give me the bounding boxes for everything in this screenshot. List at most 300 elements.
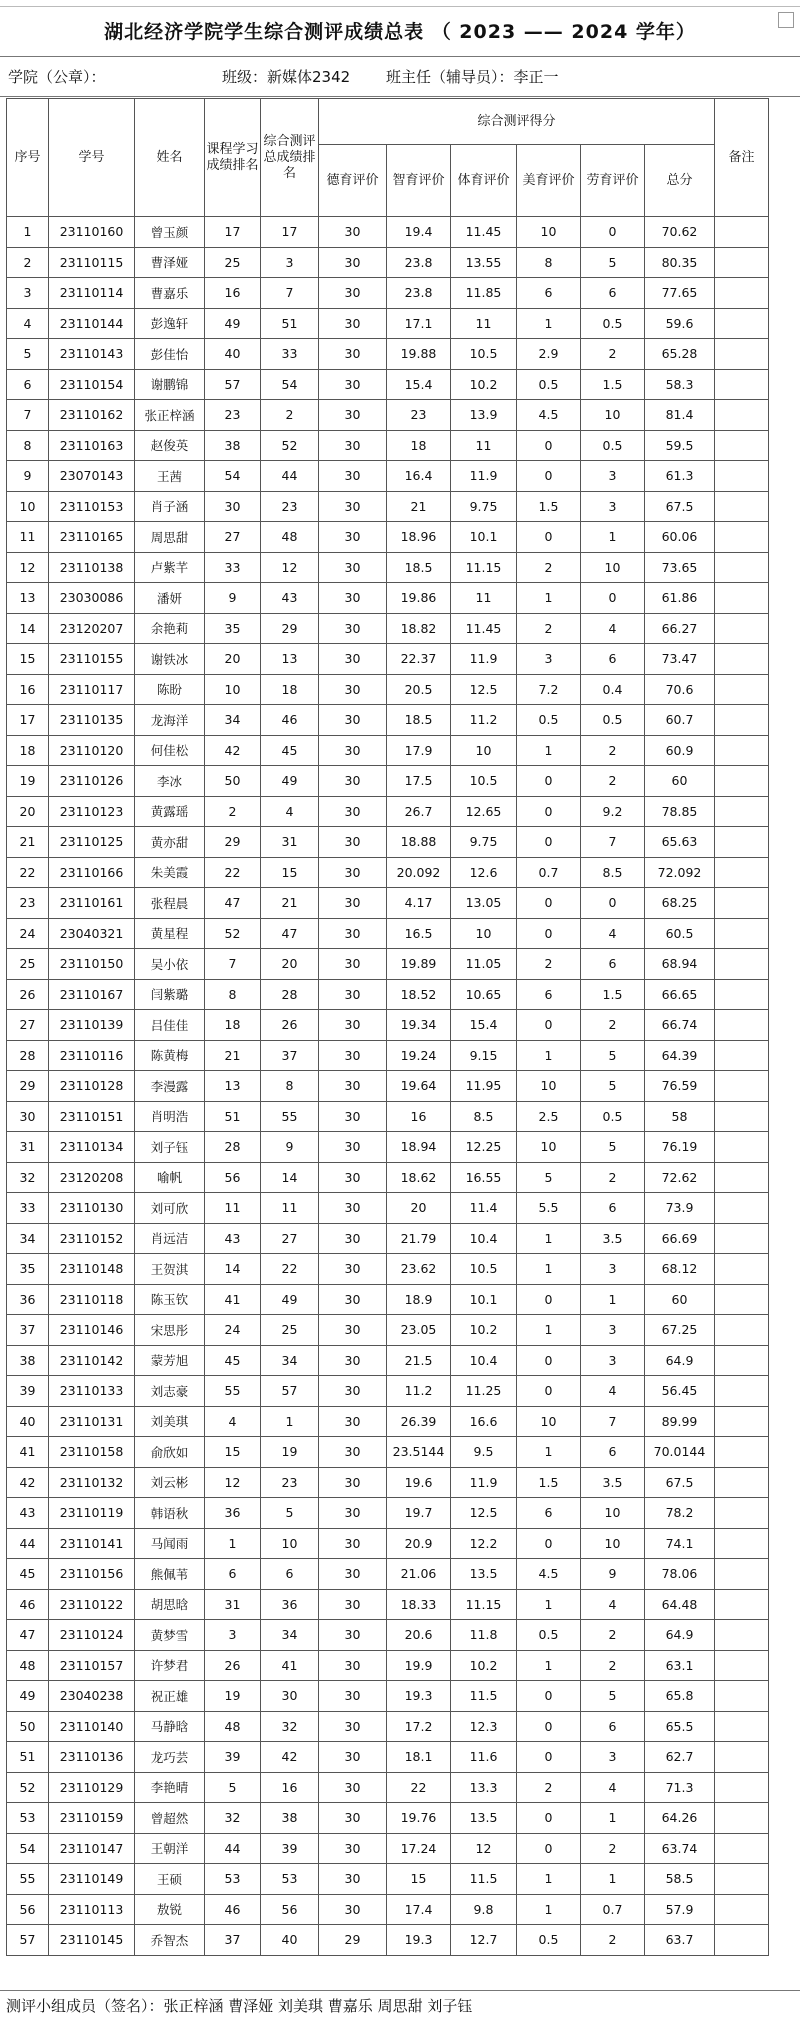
table-row	[7, 1711, 769, 1742]
cell-remark	[715, 949, 769, 980]
cell-name: 李艳晴	[135, 1772, 205, 1803]
cell-aesthetic-score: 0.7	[517, 857, 581, 888]
table-row	[7, 949, 769, 980]
cell-remark	[715, 461, 769, 492]
cell-physical-score: 12.25	[451, 1132, 517, 1163]
cell-remark	[715, 888, 769, 919]
cell-name: 陈玉钦	[135, 1284, 205, 1315]
cell-name: 张正梓涵	[135, 400, 205, 431]
table-row	[7, 705, 769, 736]
cell-student-id: 23120207	[49, 613, 135, 644]
cell-remark	[715, 1589, 769, 1620]
cell-seq: 10	[7, 491, 49, 522]
cell-student-id: 23110162	[49, 400, 135, 431]
cell-total-score: 81.4	[645, 400, 715, 431]
cell-name: 刘云彬	[135, 1467, 205, 1498]
table-header	[7, 99, 769, 217]
table-row	[7, 1803, 769, 1834]
cell-physical-score: 11	[451, 308, 517, 339]
cell-course-rank: 57	[205, 369, 261, 400]
cell-total-score: 65.5	[645, 1711, 715, 1742]
cell-name: 何佳松	[135, 735, 205, 766]
cell-moral-score: 30	[319, 278, 387, 309]
cell-labor-score: 4	[581, 613, 645, 644]
cell-overall-rank: 17	[261, 217, 319, 248]
cell-aesthetic-score: 3	[517, 644, 581, 675]
cell-course-rank: 34	[205, 705, 261, 736]
cell-intellect-score: 18.62	[387, 1162, 451, 1193]
cell-intellect-score: 23	[387, 400, 451, 431]
cell-overall-rank: 14	[261, 1162, 319, 1193]
cell-aesthetic-score: 10	[517, 1406, 581, 1437]
cell-course-rank: 35	[205, 613, 261, 644]
cell-name: 陈盼	[135, 674, 205, 705]
cell-remark	[715, 1101, 769, 1132]
cell-student-id: 23110160	[49, 217, 135, 248]
cell-remark	[715, 1345, 769, 1376]
cell-moral-score: 30	[319, 705, 387, 736]
cell-course-rank: 42	[205, 735, 261, 766]
cell-aesthetic-score: 0	[517, 1010, 581, 1041]
cell-student-id: 23110136	[49, 1742, 135, 1773]
table-row	[7, 1132, 769, 1163]
cell-student-id: 23110129	[49, 1772, 135, 1803]
cell-course-rank: 17	[205, 217, 261, 248]
cell-total-score: 58.3	[645, 369, 715, 400]
cell-remark	[715, 1406, 769, 1437]
cell-moral-score: 30	[319, 1193, 387, 1224]
cell-remark	[715, 1742, 769, 1773]
cell-physical-score: 10.5	[451, 766, 517, 797]
cell-labor-score: 2	[581, 766, 645, 797]
cell-total-score: 61.3	[645, 461, 715, 492]
cell-labor-score: 6	[581, 278, 645, 309]
advisor-label: 班主任（辅导员）：李正一	[386, 68, 559, 86]
cell-course-rank: 20	[205, 644, 261, 675]
cell-student-id: 23110147	[49, 1833, 135, 1864]
cell-total-score: 57.9	[645, 1894, 715, 1925]
cell-moral-score: 30	[319, 1071, 387, 1102]
cell-aesthetic-score: 7.2	[517, 674, 581, 705]
cell-name: 乔智杰	[135, 1925, 205, 1956]
cell-student-id: 23110166	[49, 857, 135, 888]
cell-intellect-score: 19.34	[387, 1010, 451, 1041]
cell-overall-rank: 7	[261, 278, 319, 309]
cell-total-score: 60.5	[645, 918, 715, 949]
cell-seq: 48	[7, 1650, 49, 1681]
cell-intellect-score: 23.62	[387, 1254, 451, 1285]
cell-name: 刘子钰	[135, 1132, 205, 1163]
cell-course-rank: 50	[205, 766, 261, 797]
cell-moral-score: 30	[319, 1772, 387, 1803]
cell-intellect-score: 21	[387, 491, 451, 522]
cell-name: 黄星程	[135, 918, 205, 949]
cell-moral-score: 30	[319, 217, 387, 248]
cell-course-rank: 29	[205, 827, 261, 858]
cell-intellect-score: 18.9	[387, 1284, 451, 1315]
cell-overall-rank: 52	[261, 430, 319, 461]
cell-name: 王茜	[135, 461, 205, 492]
cell-aesthetic-score: 0	[517, 796, 581, 827]
cell-moral-score: 30	[319, 1345, 387, 1376]
cell-course-rank: 8	[205, 979, 261, 1010]
cell-moral-score: 30	[319, 1711, 387, 1742]
cell-physical-score: 13.5	[451, 1559, 517, 1590]
cell-remark	[715, 979, 769, 1010]
cell-name: 张程晨	[135, 888, 205, 919]
cell-student-id: 23040238	[49, 1681, 135, 1712]
cell-student-id: 23110167	[49, 979, 135, 1010]
col-header-remark: 备注	[715, 99, 769, 217]
cell-student-id: 23110115	[49, 247, 135, 278]
cell-labor-score: 0.5	[581, 308, 645, 339]
table-row	[7, 278, 769, 309]
cell-intellect-score: 17.2	[387, 1711, 451, 1742]
cell-aesthetic-score: 5.5	[517, 1193, 581, 1224]
cell-course-rank: 3	[205, 1620, 261, 1651]
cell-labor-score: 2	[581, 1162, 645, 1193]
cell-labor-score: 7	[581, 1406, 645, 1437]
cell-aesthetic-score: 0	[517, 1284, 581, 1315]
cell-remark	[715, 339, 769, 370]
cell-moral-score: 30	[319, 857, 387, 888]
cell-physical-score: 10	[451, 735, 517, 766]
cell-physical-score: 10.4	[451, 1345, 517, 1376]
cell-total-score: 73.9	[645, 1193, 715, 1224]
cell-aesthetic-score: 0	[517, 918, 581, 949]
cell-student-id: 23110139	[49, 1010, 135, 1041]
cell-total-score: 68.12	[645, 1254, 715, 1285]
cell-seq: 27	[7, 1010, 49, 1041]
cell-moral-score: 30	[319, 1437, 387, 1468]
cell-overall-rank: 57	[261, 1376, 319, 1407]
cell-student-id: 23030086	[49, 583, 135, 614]
cell-course-rank: 32	[205, 1803, 261, 1834]
cell-course-rank: 13	[205, 1071, 261, 1102]
col-header-seq: 序号	[7, 99, 49, 217]
cell-remark	[715, 735, 769, 766]
cell-labor-score: 3	[581, 1254, 645, 1285]
cell-remark	[715, 1925, 769, 1956]
cell-intellect-score: 19.89	[387, 949, 451, 980]
cell-total-score: 66.69	[645, 1223, 715, 1254]
cell-labor-score: 6	[581, 1711, 645, 1742]
cell-total-score: 68.94	[645, 949, 715, 980]
table-row	[7, 1772, 769, 1803]
cell-labor-score: 6	[581, 644, 645, 675]
cell-name: 许梦君	[135, 1650, 205, 1681]
cell-overall-rank: 51	[261, 308, 319, 339]
cell-overall-rank: 26	[261, 1010, 319, 1041]
cell-name: 赵俊英	[135, 430, 205, 461]
cell-student-id: 23110144	[49, 308, 135, 339]
cell-labor-score: 3	[581, 1742, 645, 1773]
cell-seq: 4	[7, 308, 49, 339]
cell-intellect-score: 19.3	[387, 1681, 451, 1712]
cell-overall-rank: 12	[261, 552, 319, 583]
table-row	[7, 1620, 769, 1651]
cell-remark	[715, 217, 769, 248]
cell-intellect-score: 21.5	[387, 1345, 451, 1376]
cell-labor-score: 10	[581, 400, 645, 431]
cell-moral-score: 30	[319, 1498, 387, 1529]
cell-student-id: 23110143	[49, 339, 135, 370]
cell-intellect-score: 19.7	[387, 1498, 451, 1529]
cell-aesthetic-score: 1	[517, 1254, 581, 1285]
cell-physical-score: 11.45	[451, 613, 517, 644]
cell-course-rank: 19	[205, 1681, 261, 1712]
cell-intellect-score: 19.76	[387, 1803, 451, 1834]
cell-labor-score: 2	[581, 735, 645, 766]
cell-seq: 30	[7, 1101, 49, 1132]
table-row	[7, 1528, 769, 1559]
cell-aesthetic-score: 2	[517, 613, 581, 644]
cell-seq: 34	[7, 1223, 49, 1254]
cell-remark	[715, 552, 769, 583]
cell-course-rank: 14	[205, 1254, 261, 1285]
cell-seq: 32	[7, 1162, 49, 1193]
cell-overall-rank: 3	[261, 247, 319, 278]
cell-physical-score: 10.2	[451, 1315, 517, 1346]
cell-overall-rank: 23	[261, 491, 319, 522]
cell-labor-score: 3	[581, 491, 645, 522]
cell-name: 蒙芳旭	[135, 1345, 205, 1376]
cell-seq: 50	[7, 1711, 49, 1742]
cell-total-score: 60.9	[645, 735, 715, 766]
col-header-intellect: 智育评价	[387, 145, 451, 217]
cell-physical-score: 10.1	[451, 522, 517, 553]
cell-aesthetic-score: 0	[517, 522, 581, 553]
cell-student-id: 23110133	[49, 1376, 135, 1407]
cell-seq: 47	[7, 1620, 49, 1651]
cell-seq: 54	[7, 1833, 49, 1864]
cell-labor-score: 6	[581, 949, 645, 980]
cell-aesthetic-score: 2	[517, 949, 581, 980]
cell-physical-score: 11.25	[451, 1376, 517, 1407]
cell-seq: 9	[7, 461, 49, 492]
cell-moral-score: 30	[319, 979, 387, 1010]
cell-aesthetic-score: 1	[517, 1650, 581, 1681]
cell-student-id: 23110114	[49, 278, 135, 309]
cell-physical-score: 11.4	[451, 1193, 517, 1224]
cell-seq: 25	[7, 949, 49, 980]
cell-labor-score: 1	[581, 522, 645, 553]
table-row	[7, 1223, 769, 1254]
evaluation-team-signature: 测评小组成员（签名）：张正梓涵 曹泽娅 刘美琪 曹嘉乐 周思甜 刘子钰	[0, 1990, 800, 2020]
cell-course-rank: 28	[205, 1132, 261, 1163]
cell-moral-score: 30	[319, 888, 387, 919]
cell-physical-score: 9.75	[451, 491, 517, 522]
cell-course-rank: 26	[205, 1650, 261, 1681]
cell-overall-rank: 5	[261, 1498, 319, 1529]
cell-seq: 17	[7, 705, 49, 736]
cell-aesthetic-score: 0	[517, 1345, 581, 1376]
cell-total-score: 65.63	[645, 827, 715, 858]
cell-name: 吕佳佳	[135, 1010, 205, 1041]
cell-total-score: 67.25	[645, 1315, 715, 1346]
cell-overall-rank: 49	[261, 766, 319, 797]
table-row	[7, 1071, 769, 1102]
cell-moral-score: 30	[319, 491, 387, 522]
cell-remark	[715, 644, 769, 675]
table-row	[7, 491, 769, 522]
cell-overall-rank: 22	[261, 1254, 319, 1285]
cell-moral-score: 30	[319, 339, 387, 370]
cell-total-score: 71.3	[645, 1772, 715, 1803]
cell-total-score: 66.27	[645, 613, 715, 644]
top-strip	[0, 0, 800, 7]
cell-intellect-score: 18.5	[387, 705, 451, 736]
cell-student-id: 23120208	[49, 1162, 135, 1193]
cell-name: 吴小依	[135, 949, 205, 980]
cell-labor-score: 0	[581, 888, 645, 919]
cell-name: 肖明浩	[135, 1101, 205, 1132]
cell-moral-score: 30	[319, 674, 387, 705]
cell-student-id: 23110145	[49, 1925, 135, 1956]
cell-intellect-score: 4.17	[387, 888, 451, 919]
cell-seq: 42	[7, 1467, 49, 1498]
cell-overall-rank: 36	[261, 1589, 319, 1620]
cell-remark	[715, 1162, 769, 1193]
cell-overall-rank: 25	[261, 1315, 319, 1346]
table-row	[7, 796, 769, 827]
cell-intellect-score: 22	[387, 1772, 451, 1803]
cell-intellect-score: 23.05	[387, 1315, 451, 1346]
cell-physical-score: 11.95	[451, 1071, 517, 1102]
cell-aesthetic-score: 1	[517, 308, 581, 339]
cell-seq: 57	[7, 1925, 49, 1956]
cell-course-rank: 51	[205, 1101, 261, 1132]
cell-seq: 11	[7, 522, 49, 553]
cell-course-rank: 46	[205, 1894, 261, 1925]
cell-aesthetic-score: 1	[517, 583, 581, 614]
cell-course-rank: 12	[205, 1467, 261, 1498]
cell-intellect-score: 23.8	[387, 278, 451, 309]
cell-aesthetic-score: 10	[517, 1071, 581, 1102]
cell-labor-score: 1.5	[581, 979, 645, 1010]
cell-total-score: 89.99	[645, 1406, 715, 1437]
cell-name: 曹泽娅	[135, 247, 205, 278]
cell-name: 韩语秋	[135, 1498, 205, 1529]
table-row	[7, 1345, 769, 1376]
table-row	[7, 979, 769, 1010]
cell-remark	[715, 1650, 769, 1681]
cell-student-id: 23110155	[49, 644, 135, 675]
cell-student-id: 23110159	[49, 1803, 135, 1834]
cell-aesthetic-score: 6	[517, 1498, 581, 1529]
cell-aesthetic-score: 0	[517, 430, 581, 461]
cell-remark	[715, 918, 769, 949]
cell-remark	[715, 1559, 769, 1590]
cell-student-id: 23110117	[49, 674, 135, 705]
cell-labor-score: 10	[581, 1498, 645, 1529]
cell-physical-score: 13.5	[451, 1803, 517, 1834]
cell-moral-score: 30	[319, 735, 387, 766]
cell-overall-rank: 1	[261, 1406, 319, 1437]
cell-course-rank: 16	[205, 278, 261, 309]
cell-name: 谢鹏锦	[135, 369, 205, 400]
class-label: 班级：新媒体2342	[222, 68, 351, 86]
cell-intellect-score: 19.3	[387, 1925, 451, 1956]
cell-overall-rank: 20	[261, 949, 319, 980]
table-row	[7, 857, 769, 888]
cell-intellect-score: 17.4	[387, 1894, 451, 1925]
cell-total-score: 58	[645, 1101, 715, 1132]
table-row	[7, 613, 769, 644]
cell-total-score: 60.7	[645, 705, 715, 736]
cell-intellect-score: 23.5144	[387, 1437, 451, 1468]
cell-course-rank: 15	[205, 1437, 261, 1468]
cell-name: 李漫露	[135, 1071, 205, 1102]
cell-student-id: 23110131	[49, 1406, 135, 1437]
cell-seq: 18	[7, 735, 49, 766]
cell-physical-score: 11.9	[451, 461, 517, 492]
cell-name: 敖锐	[135, 1894, 205, 1925]
cell-physical-score: 11.15	[451, 1589, 517, 1620]
cell-aesthetic-score: 1.5	[517, 1467, 581, 1498]
cell-aesthetic-score: 2.5	[517, 1101, 581, 1132]
cell-remark	[715, 1681, 769, 1712]
cell-student-id: 23110113	[49, 1894, 135, 1925]
cell-physical-score: 12.7	[451, 1925, 517, 1956]
cell-seq: 55	[7, 1864, 49, 1895]
cell-seq: 28	[7, 1040, 49, 1071]
cell-course-rank: 36	[205, 1498, 261, 1529]
cell-course-rank: 40	[205, 339, 261, 370]
cell-intellect-score: 20.5	[387, 674, 451, 705]
cell-intellect-score: 19.86	[387, 583, 451, 614]
cell-overall-rank: 30	[261, 1681, 319, 1712]
cell-aesthetic-score: 8	[517, 247, 581, 278]
cell-aesthetic-score: 0	[517, 1711, 581, 1742]
cell-name: 闫紫璐	[135, 979, 205, 1010]
cell-aesthetic-score: 0	[517, 1833, 581, 1864]
cell-labor-score: 0.5	[581, 705, 645, 736]
cell-course-rank: 30	[205, 491, 261, 522]
cell-seq: 40	[7, 1406, 49, 1437]
cell-overall-rank: 38	[261, 1803, 319, 1834]
cell-physical-score: 16.55	[451, 1162, 517, 1193]
cell-physical-score: 12.65	[451, 796, 517, 827]
cell-total-score: 65.8	[645, 1681, 715, 1712]
col-header-student-id: 学号	[49, 99, 135, 217]
col-header-course-rank: 课程学习成绩排名	[205, 99, 261, 217]
cell-physical-score: 10.5	[451, 1254, 517, 1285]
cell-remark	[715, 1193, 769, 1224]
table-row	[7, 430, 769, 461]
cell-seq: 53	[7, 1803, 49, 1834]
cell-intellect-score: 19.6	[387, 1467, 451, 1498]
cell-remark	[715, 1010, 769, 1041]
cell-physical-score: 10	[451, 918, 517, 949]
cell-physical-score: 12.5	[451, 674, 517, 705]
cell-aesthetic-score: 1	[517, 735, 581, 766]
cell-course-rank: 7	[205, 949, 261, 980]
cell-overall-rank: 4	[261, 796, 319, 827]
cell-student-id: 23110132	[49, 1467, 135, 1498]
cell-course-rank: 47	[205, 888, 261, 919]
cell-moral-score: 30	[319, 1406, 387, 1437]
cell-total-score: 66.65	[645, 979, 715, 1010]
cell-aesthetic-score: 0	[517, 461, 581, 492]
table-row	[7, 583, 769, 614]
cell-course-rank: 18	[205, 1010, 261, 1041]
cell-student-id: 23110118	[49, 1284, 135, 1315]
cell-physical-score: 16.6	[451, 1406, 517, 1437]
cell-student-id: 23110126	[49, 766, 135, 797]
cell-physical-score: 12.3	[451, 1711, 517, 1742]
cell-student-id: 23070143	[49, 461, 135, 492]
